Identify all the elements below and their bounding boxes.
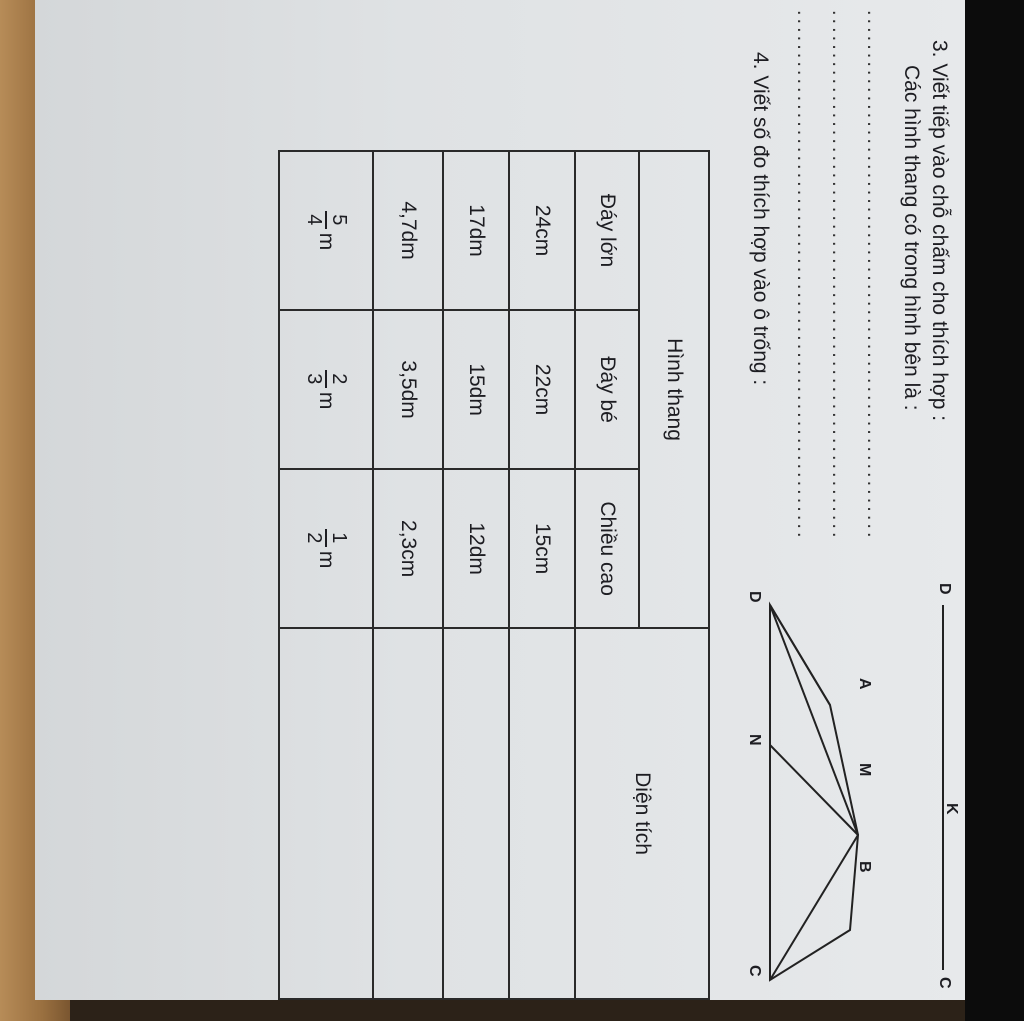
fraction-numerator: 1 xyxy=(328,532,350,544)
cell-day-lon: 4,7dm xyxy=(373,151,443,310)
cell-chieu-cao: 15cm xyxy=(509,469,575,628)
cell-day-be: 3,5dm xyxy=(373,310,443,469)
cell-dien-tich-empty[interactable] xyxy=(373,628,443,999)
header-day-be: Đáy bé xyxy=(575,310,639,469)
fraction-numerator: 2 xyxy=(328,373,350,385)
cell-chieu-cao-fraction xyxy=(279,469,373,628)
header-dien-tich: Diện tích xyxy=(575,628,709,999)
table-row xyxy=(443,151,509,999)
fraction-numerator: 5 xyxy=(328,214,350,226)
question-4-title: 4. Viết số đo thích hợp vào ô trống : xyxy=(749,52,772,386)
header-chieu-cao: Chiều cao xyxy=(575,469,639,628)
fraction xyxy=(303,529,349,547)
trapezoid-table xyxy=(278,150,710,1000)
point-n: N xyxy=(746,734,763,746)
cell-chieu-cao: 12dm xyxy=(443,469,509,628)
fraction-denominator: 2 xyxy=(303,532,325,544)
unit: m xyxy=(315,232,339,251)
answer-line-2[interactable]: .............................................................. xyxy=(828,10,850,541)
question-3-title: 3. Viết tiếp vào chỗ chấm cho thích hợp : xyxy=(928,40,951,422)
point-c-top: C xyxy=(936,977,953,989)
worksheet-page xyxy=(35,0,965,1000)
point-a: A xyxy=(856,678,873,690)
figure-svg xyxy=(695,583,960,1005)
fraction-bar xyxy=(325,370,327,388)
cell-day-lon-fraction xyxy=(279,151,373,310)
point-d-top: D xyxy=(936,583,953,595)
background-right xyxy=(965,0,1024,1021)
table-row xyxy=(509,151,575,999)
point-c: C xyxy=(746,965,763,977)
fraction-denominator: 3 xyxy=(303,373,325,385)
fraction-bar xyxy=(325,529,327,547)
cell-day-be: 15dm xyxy=(443,310,509,469)
fraction xyxy=(303,370,349,388)
cell-day-be: 22cm xyxy=(509,310,575,469)
unit: m xyxy=(315,391,339,410)
point-m: M xyxy=(856,763,873,777)
fraction xyxy=(303,211,349,229)
fraction-denominator: 4 xyxy=(303,214,325,226)
table-row xyxy=(373,151,443,999)
header-day-lon: Đáy lớn xyxy=(575,151,639,310)
cell-dien-tich-empty[interactable] xyxy=(509,628,575,999)
cell-dien-tich-empty[interactable] xyxy=(443,628,509,999)
cell-day-be-fraction xyxy=(279,310,373,469)
answer-line-3[interactable]: .............................................................. xyxy=(793,10,815,541)
cell-day-lon: 17dm xyxy=(443,151,509,310)
point-b: B xyxy=(856,861,873,873)
answer-line-1[interactable]: .............................................................. xyxy=(863,10,885,541)
point-k: K xyxy=(943,803,960,815)
cell-dien-tich-empty[interactable] xyxy=(279,628,373,999)
header-hinh-thang: Hình thang xyxy=(639,151,709,628)
fraction-bar xyxy=(325,211,327,229)
unit: m xyxy=(315,550,339,569)
outer-shape xyxy=(770,605,858,980)
point-d: D xyxy=(746,591,763,603)
table-row-fractions xyxy=(279,151,373,999)
cell-day-lon: 24cm xyxy=(509,151,575,310)
trapezoid-figure xyxy=(695,583,960,1005)
cell-chieu-cao: 2,3cm xyxy=(373,469,443,628)
question-3-subtitle: Các hình thang có trong hình bên là : xyxy=(900,65,923,411)
